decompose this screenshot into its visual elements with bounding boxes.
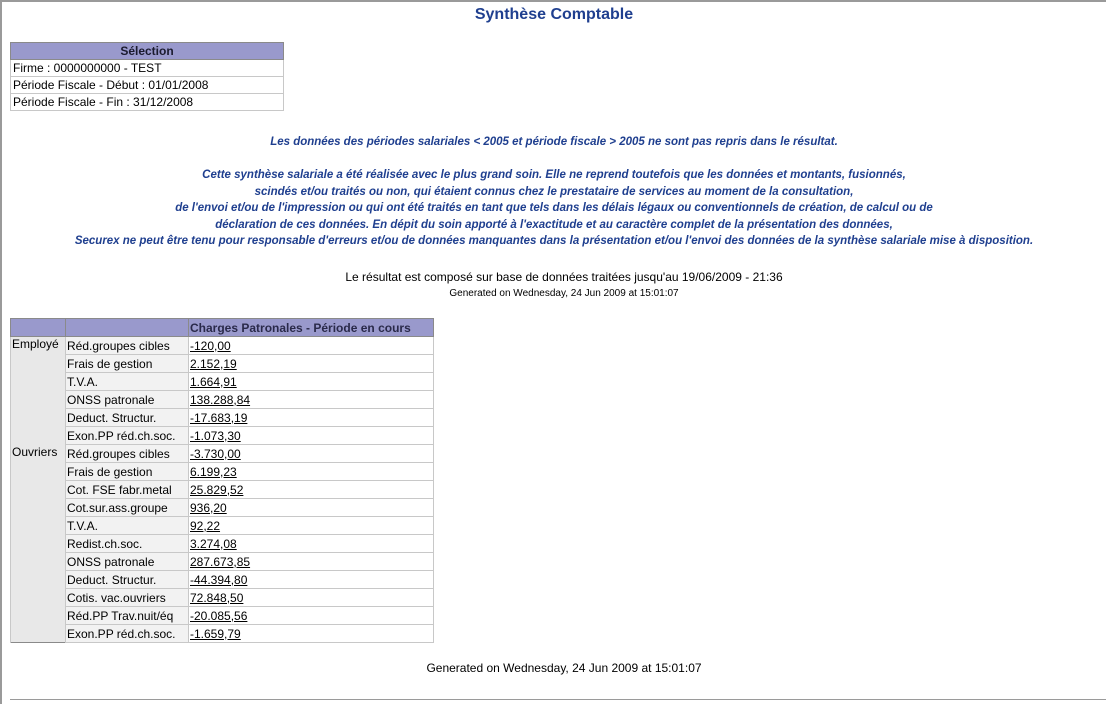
charge-value-cell — [189, 445, 434, 463]
table-row — [11, 499, 434, 517]
charges-group-header — [11, 319, 66, 337]
charge-value-link[interactable]: 92,22 — [190, 518, 221, 533]
charges-table — [10, 318, 434, 643]
table-row — [11, 463, 434, 481]
table-row — [11, 355, 434, 373]
table-row — [11, 625, 434, 643]
charge-label: Cot.sur.ass.groupe — [66, 499, 189, 517]
selection-header: Sélection — [11, 43, 284, 60]
table-row — [11, 427, 434, 445]
charge-value-cell — [189, 463, 434, 481]
charge-label: Frais de gestion — [66, 355, 189, 373]
disclaimer-line: de l'envoi et/ou de l'impression ou qui ont été traités en tant que tels dans les délais légaux ou conventionnels de création, de calcul ou de — [175, 202, 933, 214]
table-row — [11, 445, 434, 463]
disclaimer-line: scindés et/ou traités ou non, qui étaient connus chez le prestataire de services au moment de la consultation, — [254, 185, 854, 198]
charge-label: Réd.PP Trav.nuit/éq — [66, 607, 189, 625]
selection-period-end: Période Fiscale - Fin : 31/12/2008 — [11, 94, 284, 111]
charge-value-cell — [189, 409, 434, 427]
disclaimer-line: Securex ne peut être tenu pour responsable d'erreurs et/ou de données manquantes dans la présentation et/ou l'envoi des données de la synthèse salariale mise à disposition. — [74, 235, 1034, 247]
selection-firm: Firme : 0000000000 - TEST — [11, 60, 284, 77]
charge-value-link[interactable]: 936,20 — [190, 500, 227, 515]
charge-label: T.V.A. — [66, 517, 189, 535]
charge-value-cell — [189, 337, 434, 355]
charge-value-link[interactable]: -44.394,80 — [190, 572, 248, 587]
table-row — [11, 607, 434, 625]
charge-label: Deduct. Structur. — [66, 409, 189, 427]
charge-value-cell — [189, 481, 434, 499]
charge-value-link[interactable]: -20.085,56 — [190, 608, 248, 623]
bottom-divider — [10, 699, 1106, 700]
charge-value-cell — [189, 589, 434, 607]
table-row — [11, 553, 434, 571]
charge-label: Redist.ch.soc. — [66, 535, 189, 553]
charge-value-cell — [189, 571, 434, 589]
group-label: Employé — [11, 337, 66, 445]
group-label: Ouvriers — [11, 445, 66, 643]
charge-value-link[interactable]: 1.664,91 — [190, 374, 237, 389]
table-row — [11, 373, 434, 391]
charge-value-cell — [189, 625, 434, 643]
charge-value-cell — [189, 355, 434, 373]
charge-value-link[interactable]: 138.288,84 — [190, 392, 251, 407]
disclaimer-line: Cette synthèse salariale a été réalisée avec le plus grand soin. Elle ne reprend toutefois que les données et montants, fusionnés, — [202, 169, 906, 181]
generated-timestamp-bottom: Generated on Wednesday, 24 Jun 2009 at 15:01:07 — [426, 661, 702, 675]
table-row — [11, 409, 434, 427]
charge-value-link[interactable]: 72.848,50 — [190, 590, 244, 605]
charge-label: Réd.groupes cibles — [66, 445, 189, 463]
table-row — [11, 391, 434, 409]
charge-value-link[interactable]: -120,00 — [190, 338, 231, 353]
selection-period-start: Période Fiscale - Début : 01/01/2008 — [11, 77, 284, 94]
charge-label: Exon.PP réd.ch.soc. — [66, 427, 189, 445]
charge-value-cell — [189, 373, 434, 391]
charge-value-link[interactable]: -17.683,19 — [190, 410, 248, 425]
charge-value-link[interactable]: -1.073,30 — [190, 428, 241, 443]
generated-timestamp-top: Generated on Wednesday, 24 Jun 2009 at 15:01:07 — [449, 288, 679, 299]
page-title: Synthèse Comptable — [474, 6, 634, 23]
period-notice: Les données des périodes salariales < 2005 et période fiscale > 2005 ne sont pas repris dans le résultat. — [270, 136, 838, 148]
selection-table — [10, 42, 284, 111]
table-row — [11, 571, 434, 589]
charge-value-cell — [189, 607, 434, 625]
charge-value-link[interactable]: 2.152,19 — [190, 356, 237, 371]
charge-value-link[interactable]: -1.659,79 — [190, 626, 241, 641]
charge-value-cell — [189, 553, 434, 571]
charge-label: Réd.groupes cibles — [66, 337, 189, 355]
table-row — [11, 337, 434, 355]
disclaimer-line: déclaration de ces données. En dépit du soin apporté à l'exactitude et au caractère complet de la présentation des données, — [215, 218, 893, 231]
result-basis-line: Le résultat est composé sur base de données traitées jusqu'au 19/06/2009 - 21:36 — [345, 270, 783, 284]
table-row — [11, 535, 434, 553]
charge-value-cell — [189, 499, 434, 517]
table-row — [11, 517, 434, 535]
charge-value-cell — [189, 391, 434, 409]
charges-header: Charges Patronales - Période en cours — [189, 319, 434, 337]
charge-label: Cot. FSE fabr.metal — [66, 481, 189, 499]
charge-label: Deduct. Structur. — [66, 571, 189, 589]
charge-value-link[interactable]: 25.829,52 — [190, 482, 244, 497]
charges-label-header — [66, 319, 189, 337]
charge-value-link[interactable]: -3.730,00 — [190, 446, 241, 461]
charge-label: T.V.A. — [66, 373, 189, 391]
charge-value-link[interactable]: 6.199,23 — [190, 464, 237, 479]
charge-label: ONSS patronale — [66, 391, 189, 409]
table-row — [11, 481, 434, 499]
charge-label: ONSS patronale — [66, 553, 189, 571]
charge-value-link[interactable]: 287.673,85 — [190, 554, 251, 569]
charge-label: Frais de gestion — [66, 463, 189, 481]
charge-value-cell — [189, 535, 434, 553]
disclaimer — [2, 167, 1106, 250]
charge-label: Exon.PP réd.ch.soc. — [66, 625, 189, 643]
charge-value-link[interactable]: 3.274,08 — [190, 536, 237, 551]
charges-body — [11, 337, 434, 643]
table-row — [11, 589, 434, 607]
charge-value-cell — [189, 427, 434, 445]
charge-value-cell — [189, 517, 434, 535]
charge-label: Cotis. vac.ouvriers — [66, 589, 189, 607]
